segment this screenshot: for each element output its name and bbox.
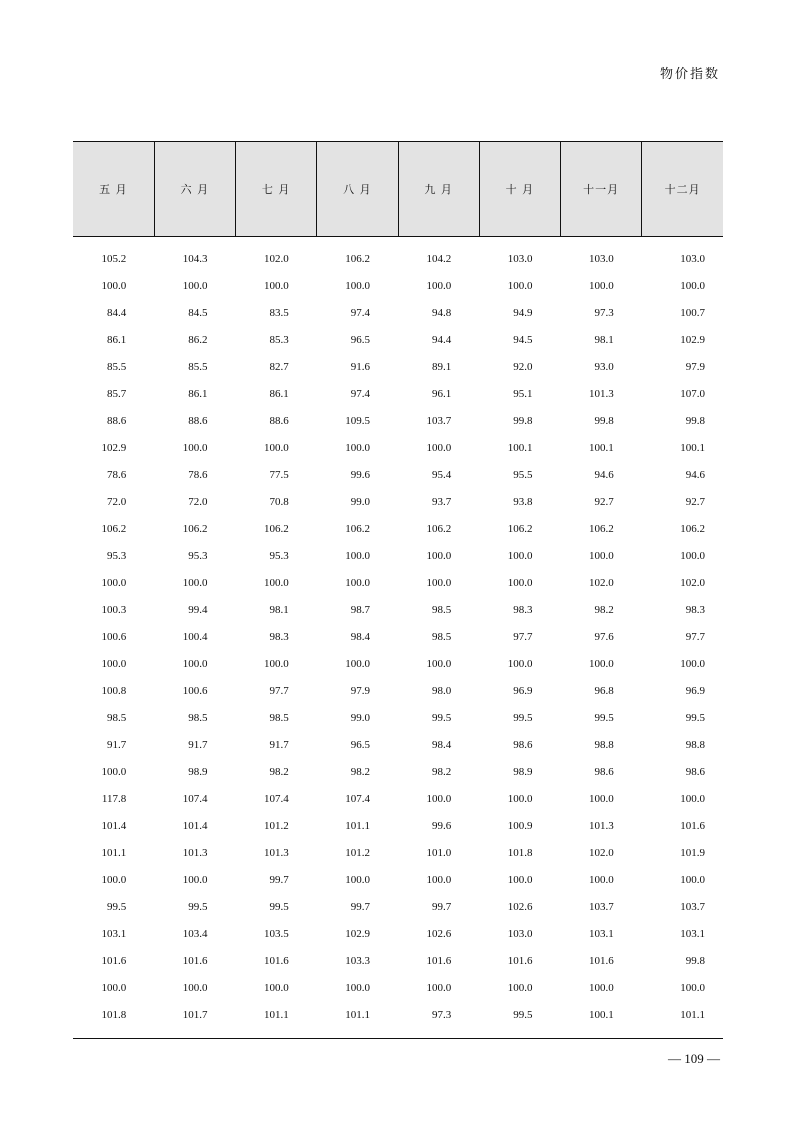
table-cell: 98.8 — [594, 738, 614, 751]
table-cell: 100.0 — [680, 549, 705, 562]
table-cell: 88.6 — [269, 414, 289, 427]
table-cell: 99.5 — [188, 900, 208, 913]
table-cell: 99.4 — [188, 603, 208, 616]
table-cell: 96.5 — [350, 738, 370, 751]
table-cell: 106.2 — [507, 522, 533, 535]
table-cell: 86.1 — [188, 387, 208, 400]
table-cell: 100.1 — [589, 1008, 614, 1021]
table-row — [73, 974, 723, 1001]
table-cell: 101.9 — [680, 846, 705, 859]
table-cell: 99.6 — [432, 819, 452, 832]
table-cell: 99.7 — [269, 873, 289, 886]
column-header: 十一月 — [561, 142, 642, 237]
table-cell: 107.4 — [345, 792, 370, 805]
table-row — [73, 785, 723, 812]
table-cell: 100.0 — [182, 576, 208, 589]
table-cell: 91.7 — [188, 738, 208, 751]
table-cell: 101.1 — [345, 1008, 370, 1021]
column-header: 八 月 — [317, 142, 398, 237]
table-cell: 103.5 — [264, 927, 289, 940]
table-cell: 98.8 — [685, 738, 705, 751]
table-cell: 97.6 — [594, 630, 614, 643]
table-cell: 86.2 — [188, 333, 208, 346]
table-cell: 106.2 — [182, 522, 208, 535]
table-cell: 101.2 — [264, 819, 289, 832]
table-cell: 82.7 — [269, 360, 289, 373]
table-cell: 92.0 — [513, 360, 533, 373]
table-cell: 100.0 — [426, 576, 452, 589]
table-cell: 103.1 — [101, 927, 127, 940]
table-cell: 100.0 — [507, 279, 533, 292]
table-row — [73, 866, 723, 893]
table-cell: 102.0 — [589, 846, 614, 859]
table-cell: 98.7 — [350, 603, 370, 616]
table-cell: 106.2 — [589, 522, 614, 535]
table-cell: 100.0 — [426, 441, 452, 454]
table-row — [73, 272, 723, 299]
table-cell: 100.0 — [507, 873, 533, 886]
table-cell: 103.0 — [680, 252, 705, 265]
table-row — [73, 893, 723, 920]
table-cell: 93.8 — [513, 495, 533, 508]
table-cell: 91.7 — [107, 738, 127, 751]
table-cell: 98.2 — [350, 765, 370, 778]
table-cell: 94.8 — [432, 306, 452, 319]
table-cell: 101.1 — [101, 846, 127, 859]
table-cell: 106.2 — [264, 522, 289, 535]
table-cell: 103.7 — [680, 900, 705, 913]
table-cell: 100.7 — [680, 306, 705, 319]
table-cell: 103.0 — [507, 252, 533, 265]
table-cell: 98.9 — [513, 765, 533, 778]
table-cell: 72.0 — [188, 495, 208, 508]
table-cell: 103.1 — [680, 927, 705, 940]
table-row — [73, 758, 723, 785]
table-cell: 104.2 — [426, 252, 452, 265]
table-cell: 93.7 — [432, 495, 452, 508]
table-cell: 96.9 — [685, 684, 705, 697]
table-cell: 100.0 — [345, 981, 370, 994]
table-cell: 99.8 — [685, 414, 705, 427]
table-cell: 100.0 — [426, 792, 452, 805]
table-cell: 84.4 — [107, 306, 127, 319]
table-cell: 97.7 — [513, 630, 533, 643]
table-cell: 96.9 — [513, 684, 533, 697]
table-cell: 100.0 — [680, 873, 705, 886]
table-cell: 100.0 — [182, 981, 208, 994]
table-cell: 72.0 — [107, 495, 127, 508]
column-header: 十二月 — [642, 142, 723, 237]
table-cell: 92.7 — [685, 495, 705, 508]
table-cell: 100.0 — [101, 576, 127, 589]
table-cell: 99.5 — [685, 711, 705, 724]
table-cell: 102.9 — [680, 333, 705, 346]
table-cell: 99.5 — [513, 1008, 533, 1021]
table-cell: 100.0 — [101, 657, 127, 670]
table-cell: 100.0 — [426, 873, 452, 886]
table-cell: 94.6 — [685, 468, 705, 481]
table-row — [73, 542, 723, 569]
bottom-rule — [73, 1038, 723, 1039]
table-cell: 101.2 — [345, 846, 370, 859]
table-cell: 97.4 — [350, 387, 370, 400]
table-cell: 97.3 — [432, 1008, 452, 1021]
table-cell: 101.3 — [182, 846, 208, 859]
table-cell: 101.1 — [264, 1008, 289, 1021]
table-cell: 102.9 — [345, 927, 370, 940]
table-cell: 107.4 — [182, 792, 208, 805]
table-row — [73, 407, 723, 434]
table-row — [73, 353, 723, 380]
table-cell: 97.4 — [350, 306, 370, 319]
column-header: 九 月 — [398, 142, 479, 237]
table-cell: 100.6 — [101, 630, 127, 643]
table-cell: 100.1 — [680, 441, 705, 454]
table-cell: 97.7 — [685, 630, 705, 643]
column-header: 六 月 — [154, 142, 235, 237]
table-cell: 78.6 — [188, 468, 208, 481]
table-cell: 99.7 — [350, 900, 370, 913]
table-cell: 101.8 — [507, 846, 533, 859]
table-cell: 100.0 — [345, 549, 370, 562]
table-cell: 106.2 — [426, 522, 452, 535]
table-cell: 101.3 — [264, 846, 289, 859]
table-cell: 101.6 — [507, 954, 533, 967]
table-row — [73, 650, 723, 677]
table-cell: 101.6 — [101, 954, 127, 967]
table-cell: 103.3 — [345, 954, 370, 967]
table-row — [73, 812, 723, 839]
table-cell: 95.3 — [107, 549, 127, 562]
table-cell: 100.0 — [426, 981, 452, 994]
table-cell: 98.5 — [107, 711, 127, 724]
table-cell: 98.5 — [432, 630, 452, 643]
table-row — [73, 839, 723, 866]
table-cell: 78.6 — [107, 468, 127, 481]
table-row — [73, 380, 723, 407]
table-cell: 100.4 — [182, 630, 208, 643]
table-cell: 104.3 — [182, 252, 208, 265]
table-cell: 77.5 — [269, 468, 289, 481]
table-row — [73, 920, 723, 947]
table-cell: 98.5 — [269, 711, 289, 724]
table-cell: 101.4 — [101, 819, 127, 832]
table-cell: 100.0 — [345, 873, 370, 886]
table-cell: 100.0 — [101, 279, 127, 292]
table-cell: 100.0 — [680, 279, 705, 292]
table-cell: 92.7 — [594, 495, 614, 508]
table-cell: 95.3 — [188, 549, 208, 562]
table-cell: 102.0 — [680, 576, 705, 589]
table-cell: 91.6 — [350, 360, 370, 373]
table-cell: 98.3 — [513, 603, 533, 616]
table-cell: 102.9 — [101, 441, 127, 454]
table-cell: 100.0 — [264, 576, 289, 589]
table-row — [73, 1001, 723, 1028]
table-cell: 101.3 — [589, 819, 614, 832]
table-cell: 100.9 — [507, 819, 533, 832]
table-cell: 83.5 — [269, 306, 289, 319]
table-cell: 100.0 — [264, 441, 289, 454]
table-header-row — [73, 142, 723, 237]
table-row — [73, 434, 723, 461]
table-cell: 101.6 — [264, 954, 289, 967]
table-row — [73, 569, 723, 596]
table-cell: 100.0 — [101, 873, 127, 886]
table-cell: 101.7 — [182, 1008, 208, 1021]
table-cell: 101.0 — [426, 846, 452, 859]
table-row — [73, 326, 723, 353]
table-cell: 106.2 — [345, 522, 370, 535]
table-cell: 98.5 — [432, 603, 452, 616]
table-cell: 97.7 — [269, 684, 289, 697]
table-cell: 100.0 — [680, 657, 705, 670]
table-cell: 100.3 — [101, 603, 127, 616]
table-cell: 88.6 — [188, 414, 208, 427]
table-cell: 70.8 — [269, 495, 289, 508]
table-cell: 100.0 — [345, 576, 370, 589]
table-cell: 100.0 — [589, 792, 614, 805]
table-row — [73, 515, 723, 542]
table-cell: 100.0 — [589, 981, 614, 994]
table-cell: 96.8 — [594, 684, 614, 697]
table-cell: 99.6 — [350, 468, 370, 481]
table-row — [73, 623, 723, 650]
table-cell: 99.8 — [594, 414, 614, 427]
table-cell: 98.6 — [685, 765, 705, 778]
table-cell: 100.0 — [264, 279, 289, 292]
table-cell: 100.0 — [589, 657, 614, 670]
table-cell: 98.2 — [594, 603, 614, 616]
table-cell: 102.6 — [426, 927, 452, 940]
page-number: — 109 — — [668, 1051, 720, 1066]
table-cell: 94.6 — [594, 468, 614, 481]
table-cell: 95.3 — [269, 549, 289, 562]
table-cell: 102.6 — [507, 900, 533, 913]
table-cell: 100.1 — [589, 441, 614, 454]
table-cell: 99.7 — [432, 900, 452, 913]
table-body — [73, 237, 723, 1029]
table-cell: 101.3 — [589, 387, 614, 400]
table-cell: 103.0 — [589, 252, 614, 265]
table-cell: 100.0 — [264, 657, 289, 670]
table-cell: 101.1 — [345, 819, 370, 832]
table-cell: 101.6 — [426, 954, 452, 967]
table-cell: 101.1 — [680, 1008, 705, 1021]
table-cell: 99.0 — [350, 495, 370, 508]
table-cell: 98.6 — [594, 765, 614, 778]
table-cell: 84.5 — [188, 306, 208, 319]
table-cell: 106.2 — [345, 252, 370, 265]
table-row — [73, 704, 723, 731]
table-cell: 85.7 — [107, 387, 127, 400]
table-cell: 107.0 — [680, 387, 705, 400]
table-cell: 85.3 — [269, 333, 289, 346]
table-cell: 95.1 — [513, 387, 533, 400]
table-cell: 99.8 — [513, 414, 533, 427]
table-cell: 100.0 — [507, 549, 533, 562]
table-cell: 101.6 — [680, 819, 705, 832]
table-cell: 100.1 — [507, 441, 533, 454]
table-cell: 98.4 — [350, 630, 370, 643]
table-cell: 102.0 — [589, 576, 614, 589]
table-cell: 117.8 — [101, 792, 127, 805]
table-cell: 103.7 — [589, 900, 614, 913]
table-row — [73, 461, 723, 488]
table-cell: 98.1 — [594, 333, 614, 346]
table-cell: 100.0 — [680, 981, 705, 994]
table-row — [73, 947, 723, 974]
table-cell: 85.5 — [188, 360, 208, 373]
table-cell: 91.7 — [269, 738, 289, 751]
table-cell: 100.0 — [426, 657, 452, 670]
table-cell: 100.8 — [101, 684, 127, 697]
table-cell: 99.0 — [350, 711, 370, 724]
table-cell: 103.1 — [589, 927, 614, 940]
table-cell: 100.0 — [507, 792, 533, 805]
table-cell: 96.1 — [432, 387, 452, 400]
table-cell: 94.9 — [513, 306, 533, 319]
table-cell: 103.7 — [426, 414, 452, 427]
table-cell: 100.0 — [345, 279, 370, 292]
table-cell: 100.0 — [182, 441, 208, 454]
table-cell: 99.5 — [269, 900, 289, 913]
table-cell: 96.5 — [350, 333, 370, 346]
table-cell: 100.0 — [182, 279, 208, 292]
column-header: 五 月 — [73, 142, 154, 237]
table-cell: 97.3 — [594, 306, 614, 319]
table-row — [73, 596, 723, 623]
table-cell: 101.8 — [101, 1008, 127, 1021]
table-cell: 109.5 — [345, 414, 370, 427]
section-title: 物价指数 — [659, 67, 720, 82]
price-index-table — [73, 141, 723, 1028]
table-cell: 89.1 — [432, 360, 452, 373]
table-cell: 100.0 — [507, 657, 533, 670]
table-cell: 100.0 — [101, 981, 127, 994]
table-cell: 93.0 — [594, 360, 614, 373]
table-cell: 94.4 — [432, 333, 452, 346]
table-cell: 95.5 — [513, 468, 533, 481]
price-index-table-container — [73, 141, 723, 1028]
table-cell: 98.4 — [432, 738, 452, 751]
table-row — [73, 237, 723, 273]
table-row — [73, 677, 723, 704]
table-cell: 100.0 — [426, 549, 452, 562]
table-row — [73, 731, 723, 758]
table-row — [73, 488, 723, 515]
table-cell: 98.3 — [269, 630, 289, 643]
table-cell: 100.0 — [507, 981, 533, 994]
table-cell: 103.4 — [182, 927, 208, 940]
table-cell: 106.2 — [680, 522, 705, 535]
table-cell: 100.0 — [264, 981, 289, 994]
table-cell: 99.5 — [513, 711, 533, 724]
table-cell: 100.0 — [589, 549, 614, 562]
table-cell: 94.5 — [513, 333, 533, 346]
table-cell: 105.2 — [101, 252, 127, 265]
table-cell: 88.6 — [107, 414, 127, 427]
table-cell: 98.5 — [188, 711, 208, 724]
table-cell: 97.9 — [350, 684, 370, 697]
column-header: 十 月 — [479, 142, 560, 237]
table-cell: 86.1 — [269, 387, 289, 400]
table-cell: 98.0 — [432, 684, 452, 697]
table-cell: 85.5 — [107, 360, 127, 373]
table-cell: 101.4 — [182, 819, 208, 832]
table-cell: 100.0 — [182, 657, 208, 670]
table-cell: 102.0 — [264, 252, 289, 265]
table-cell: 106.2 — [101, 522, 127, 535]
column-header: 七 月 — [236, 142, 317, 237]
table-cell: 100.0 — [182, 873, 208, 886]
table-cell: 98.1 — [269, 603, 289, 616]
table-cell: 100.0 — [589, 873, 614, 886]
table-row — [73, 299, 723, 326]
table-cell: 97.9 — [685, 360, 705, 373]
table-cell: 101.6 — [182, 954, 208, 967]
table-cell: 100.0 — [680, 792, 705, 805]
table-cell: 99.8 — [685, 954, 705, 967]
table-cell: 98.3 — [685, 603, 705, 616]
table-cell: 86.1 — [107, 333, 127, 346]
table-cell: 100.0 — [101, 765, 127, 778]
table-cell: 99.5 — [594, 711, 614, 724]
table-cell: 100.0 — [589, 279, 614, 292]
table-cell: 100.0 — [507, 576, 533, 589]
table-cell: 98.6 — [513, 738, 533, 751]
table-cell: 98.9 — [188, 765, 208, 778]
table-cell: 107.4 — [264, 792, 289, 805]
table-cell: 100.0 — [426, 279, 452, 292]
table-cell: 99.5 — [107, 900, 127, 913]
table-cell: 101.6 — [589, 954, 614, 967]
table-cell: 100.6 — [182, 684, 208, 697]
table-cell: 103.0 — [507, 927, 533, 940]
table-cell: 100.0 — [345, 657, 370, 670]
table-cell: 99.5 — [432, 711, 452, 724]
table-cell: 98.2 — [432, 765, 452, 778]
table-cell: 100.0 — [345, 441, 370, 454]
table-cell: 95.4 — [432, 468, 452, 481]
table-cell: 98.2 — [269, 765, 289, 778]
